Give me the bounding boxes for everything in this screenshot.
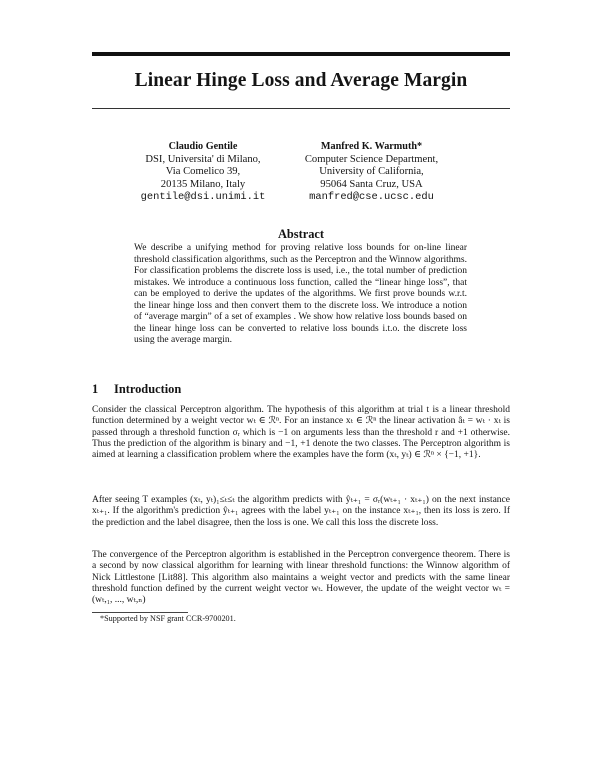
- author-block-1: [128, 141, 278, 204]
- abstract-heading: Abstract: [277, 227, 325, 241]
- footnote: *Supported by NSF grant CCR-9700201.: [100, 614, 236, 623]
- title-bottom-rule: [92, 108, 510, 109]
- author-affiliation-line: 95064 Santa Cruz, USA: [320, 178, 423, 190]
- abstract-text: We describe a unifying method for proving relative loss bounds for on-line linear threshold classification algorithms, such as the Perceptron and the Winnow algorithms. For classification problems the discrete loss is used, i.e., the total number of prediction mistakes. We introduce a continuous loss function, called the “linear hinge loss”, that can be employed to derive the updates of the algorithms. We first prove bounds w.r.t. the linear hinge loss and then convert them to the discrete loss. We introduce a notion of “average margin” of a set of examples . We show how relative loss bounds based on the linear hinge loss can be converted to relative loss bounds i.t.o. the discrete loss using the average margin.: [134, 243, 467, 345]
- body-paragraph-2: After seeing T examples (xₜ, yₜ)₁≤ₜ≤ₜ the algorithm predicts with ŷₜ₊₁ = σᵣ(wₜ₊₁ · xₜ₊₁) on the next instance xₜ₊₁. If the algorithm's prediction ŷₜ₊₁ agrees with the label yₜ₊₁ on the instance xₜ₊₁, then its loss is zero. If the prediction and the label disagree, then the loss is one. We call this loss the discrete loss.: [92, 495, 510, 528]
- author-affiliation-line: University of California,: [319, 166, 424, 178]
- author-email: manfred@cse.ucsc.edu: [309, 191, 434, 204]
- footnote-rule: [92, 612, 188, 613]
- author-name: Claudio Gentile: [168, 141, 238, 152]
- title-top-rule: [92, 52, 510, 56]
- body-paragraph-1: Consider the classical Perceptron algorithm. The hypothesis of this algorithm at trial t is a linear threshold function determined by a weight vector wₜ ∈ ℛⁿ. For an instance xₜ ∈ ℛⁿ the linear activation âₜ = wₜ · xₜ is passed through a threshold function σᵣ which is −1 on arguments less than the threshold r and +1 otherwise. Thus the prediction of the algorithm is binary and −1, +1 denote the two classes. The Perceptron algorithm is aimed at learning a classification problem where the examples have the form (xₜ, yₜ) ∈ ℛⁿ × {−1, +1}.: [92, 405, 510, 461]
- author-affiliation-line: 20135 Milano, Italy: [160, 178, 246, 190]
- paper-title: Linear Hinge Loss and Average Margin: [134, 70, 468, 91]
- author-block-2: [294, 141, 449, 204]
- section-title: Introduction: [114, 382, 182, 396]
- author-email: gentile@dsi.unimi.it: [140, 191, 266, 204]
- section-heading: [92, 382, 181, 397]
- author-name: Manfred K. Warmuth*: [320, 141, 423, 152]
- author-affiliation-line: DSI, Universita' di Milano,: [145, 153, 261, 165]
- body-paragraph-3: The convergence of the Perceptron algorithm is established in the Perceptron convergence theorem. There is a second by now classical algorithm for learning with linear threshold functions: the Winnow algorithm of Nick Littlestone [Lit88]. This algorithm also maintains a weight vector and predicts with the same linear threshold function defined by the current weight vector wₜ. However, the update of the weight vector wₜ = (wₜ,₁, ..., wₜ,ₙ): [92, 550, 510, 606]
- author-affiliation-line: Computer Science Department,: [304, 153, 439, 165]
- author-affiliation-line: Via Comelico 39,: [165, 166, 241, 178]
- section-number: 1: [92, 382, 99, 396]
